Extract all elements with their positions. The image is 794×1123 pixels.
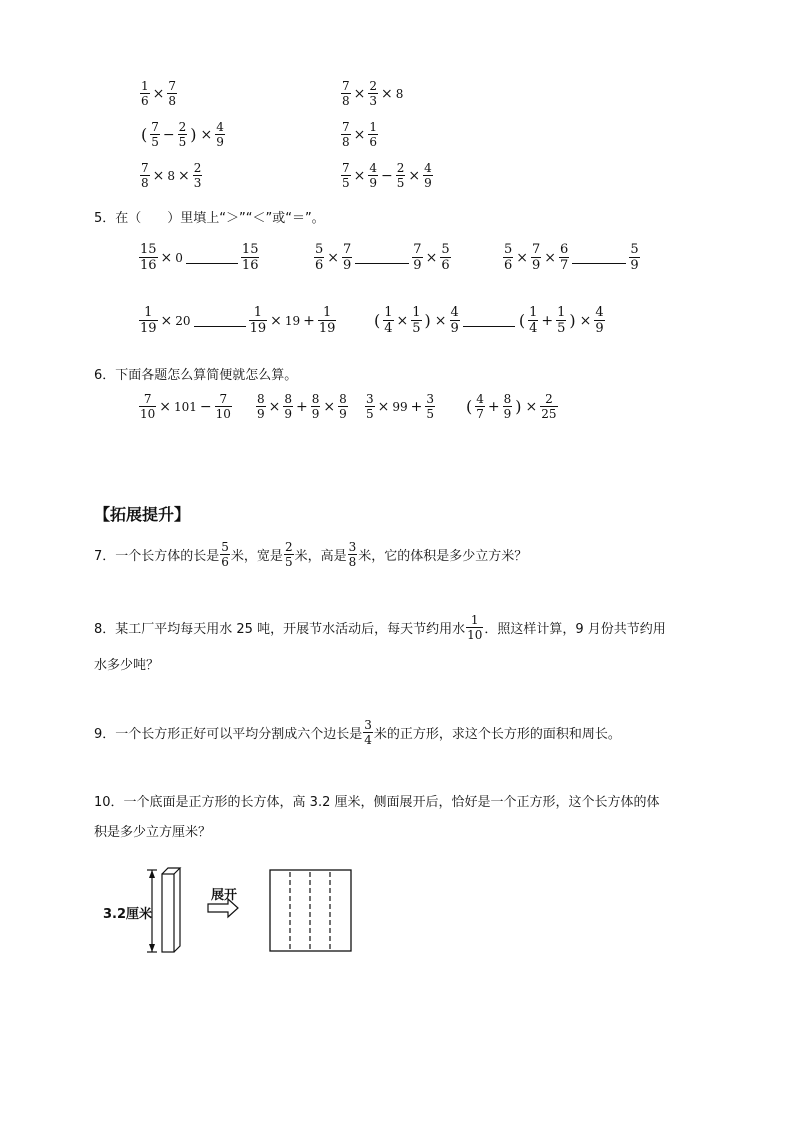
expr-4d: $\frac{7}{8}$ × $\frac{1}{6}$ [342, 120, 378, 149]
cuboid-unfold-diagram [140, 860, 370, 960]
expr-4f: $\frac{7}{5}$ × $\frac{4}{9}$ − $\frac{2}{5}$ × $\frac{4}{9}$ [342, 161, 432, 190]
compare-5-2: $\frac{5}{6}$ × $\frac{7}{9}$ $\frac{7}{9}$ × $\frac{5}{6}$ [315, 242, 450, 273]
answer-blank[interactable] [572, 263, 626, 264]
question-8-line1: 8．某工厂平均每天用水 25 吨，开展节水活动后，每天节约用水 $\frac{1}{10}$ ．照这样计算，9 月份共节约用 [94, 613, 666, 642]
cuboid-shape [162, 868, 180, 952]
unfold-arrow-icon [208, 899, 238, 917]
answer-blank[interactable] [355, 263, 409, 264]
fraction: $\frac{7}{8}$ [168, 79, 177, 108]
expr-4a: $\frac{1}{6}$ × $\frac{7}{8}$ [141, 79, 177, 108]
question-5-title: 5．在（ ）里填上“＞”“＜”或“＝”。 [94, 211, 325, 226]
expr-4b: $\frac{7}{8}$ × $\frac{2}{3}$ × 8 [342, 79, 404, 108]
compare-5-4: $\frac{1}{19}$ × 20 $\frac{1}{19}$ × 19 + $\frac{1}{19}$ [140, 305, 336, 336]
section-heading: 【拓展提升】 [94, 505, 191, 524]
question-10-line1: 10．一个底面是正方形的长方体，高 3.2 厘米，侧面展开后，恰好是一个正方形，这个长方体的体 [94, 795, 660, 810]
height-label: 3.2厘米 [103, 907, 153, 922]
question-8-line2: 水多少吨？ [94, 658, 160, 673]
expr-4e: $\frac{7}{8}$ × 8 × $\frac{2}{3}$ [141, 161, 202, 190]
question-7: 7．一个长方体的长是 $\frac{5}{6}$ 米，宽是 $\frac{2}{5}$ 米，高是 $\frac{3}{8}$ 米，它的体积是多少立方米？ [94, 540, 528, 569]
compare-5-5: ( $\frac{1}{4}$ × $\frac{1}{5}$ ) × $\frac{4}{9}$ ( $\frac{1}{4}$ + $\frac{1}{5}$ ) × $\frac{4}{9}$ [374, 305, 604, 336]
compare-5-3: $\frac{5}{6}$ × $\frac{7}{9}$ × $\frac{6}{7}$ $\frac{5}{9}$ [504, 242, 639, 273]
unfold-label: 展开 [211, 888, 238, 903]
question-6-title: 6．下面各题怎么算简便就怎么算。 [94, 368, 298, 383]
fraction: $\frac{1}{6}$ [141, 79, 149, 108]
answer-blank[interactable] [194, 326, 246, 327]
unfolded-square [270, 870, 351, 951]
height-dimension-line [147, 870, 157, 952]
calc-6-1: $\frac{7}{10}$ × 101 − $\frac{7}{10}$ [140, 392, 231, 421]
question-9: 9．一个长方形正好可以平均分割成六个边长是 $\frac{3}{4}$ 米的正方形，求这个长方形的面积和周长。 [94, 718, 621, 747]
answer-blank[interactable] [463, 326, 515, 327]
compare-5-1: $\frac{15}{16}$ × 0 $\frac{15}{16}$ [140, 242, 259, 273]
question-10-line2: 积是多少立方厘米？ [94, 825, 212, 840]
calc-6-4: ( $\frac{4}{7}$ + $\frac{8}{9}$ ) × $\frac{2}{25}$ [466, 392, 557, 421]
expr-4c: ( $\frac{7}{5}$ − $\frac{2}{5}$ ) × $\frac{4}{9}$ [141, 120, 224, 149]
calc-6-2: $\frac{8}{9}$ × $\frac{8}{9}$ + $\frac{8}{9}$ × $\frac{8}{9}$ [257, 392, 347, 421]
calc-6-3: $\frac{3}{5}$ × 99 + $\frac{3}{5}$ [366, 392, 435, 421]
answer-blank[interactable] [186, 263, 238, 264]
